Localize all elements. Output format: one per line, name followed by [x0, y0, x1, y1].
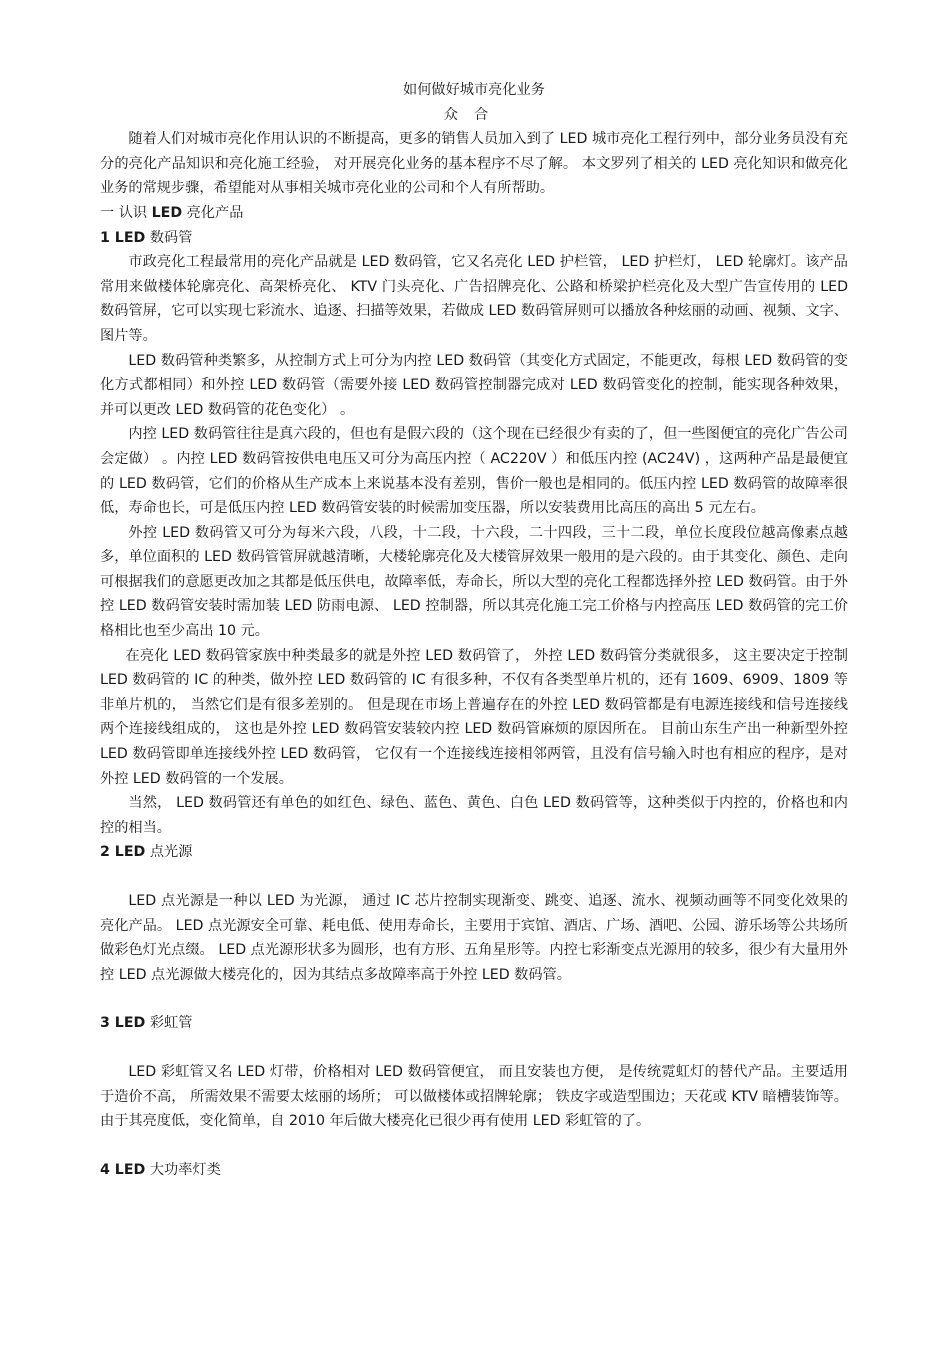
paragraph: 内控 LED 数码管往往是真六段的，但也有是假六段的（这个现在已经很少有卖的了，但一些图便宜的亮化广告公司会定做） 。内控 LED 数码管按供电电压又可分为高压内控（ AC220V ）和低压内控 (AC24V) ，这两种产品是最便宜的 LED 数码管，它们的价格从生产成本上来说基本没有差别，售价一般也是相同的。低压内控 LED 数码管的故障率很低，寿命也长，可是低压内控 LED 数码管安装的时候需加变压器，所以安装费用比高压的高出 5 元左右。: [100, 426, 848, 517]
document-author: 众合: [443, 106, 505, 123]
subsection-number: 2 LED: [100, 844, 146, 861]
subsection-heading-rainbow-tube: [100, 1011, 848, 1036]
document-title: 如何做好城市亮化业务: [403, 82, 545, 98]
paragraph: 当然， LED 数码管还有单色的如红色、绿色、蓝色、黄色、白色 LED 数码管等，这种类似于内控的，价格也和内控的相当。: [100, 795, 848, 836]
section-heading-1: [100, 201, 848, 226]
spacer: [100, 987, 848, 1011]
paragraph: LED 数码管种类繁多，从控制方式上可分为内控 LED 数码管（其变化方式固定，不能更改，每根 LED 数码管的变化方式都相同）和外控 LED 数码管（需要外接 LED 数码管控制器完成对 LED 数码管变化的控制，能实现各种效果，并可以更改 LED 数码管的花色变化） 。: [100, 352, 848, 418]
section-heading-suffix: 亮化产品: [186, 204, 244, 221]
subsection-name: 点光源: [149, 844, 193, 861]
subsection-heading-point-light: [100, 840, 848, 865]
spacer: [100, 1036, 848, 1060]
subsection-name: 大功率灯类: [149, 1161, 221, 1178]
section-heading-prefix: 一 认识: [100, 204, 148, 221]
paragraph: 市政亮化工程最常用的亮化产品就是 LED 数码管，它又名亮化 LED 护栏管， LED 护栏灯， LED 轮廓灯。该产品常用来做楼体轮廓亮化、高架桥亮化、 KTV 门头亮化、广告招牌亮化、公路和桥梁护栏亮化及大型广告宣传用的 LED 数码管屏，它可以实现七彩流水、追逐、扫描等效果，若做成 LED 数码管屏则可以播放各种炫丽的动画、视频、文字、图片等。: [100, 254, 848, 344]
spacer: [100, 1134, 848, 1158]
spacer: [100, 865, 848, 889]
subsection-heading-led-tube: [100, 226, 848, 251]
paragraph: 在亮化 LED 数码管家族中种类最多的就是外控 LED 数码管了， 外控 LED 数码管分类就很多， 这主要决定于控制 LED 数码管的 IC 的种类，做外控 LED 数码管的 IC 有很多种，不仅有各类型单片机的，还有 1609、6909、1809 等非单片机的， 当然它们是有很多差别的。 但是现在市场上普遍存在的外控 LED 数码管都是有电源连接线和信号连接线两个连接线组成的， 这也是外控 LED 数码管安装较内控 LED 数码管麻烦的原因所在。 目前山东生产出一种新型外控 LED 数码管即单连接线外控 LED 数码管， 它仅有一个连接线连接相邻两管，且没有信号输入时也有相应的程序，是对外控 LED 数码管的一个发展。: [100, 647, 848, 787]
section-heading-bold: LED: [151, 204, 183, 221]
intro-paragraph: 随着人们对城市亮化作用认识的不断提高，更多的销售人员加入到了 LED 城市亮化工程行列中，部分业务员没有充分的亮化产品知识和亮化施工经验， 对开展亮化业务的基本程序不尽了解。 本文罗列了相关的 LED 亮化知识和做亮化业务的常规步骤，希望能对从事相关城市亮化业的公司和个人有所帮助。: [100, 131, 848, 197]
subsection-number: 1 LED: [100, 229, 146, 246]
subsection-heading-high-power: [100, 1158, 848, 1183]
paragraph: 外控 LED 数码管又可分为每米六段，八段，十二段，十六段，二十四段，三十二段，单位长度段位越高像素点越多，单位面积的 LED 数码管管屏就越清晰，大楼轮廓亮化及大楼管屏效果一般用的是六段的。由于其变化、颜色、走向可根据我们的意愿更改加之其都是低压供电，故障率低，寿命长，所以大型的亮化工程都选择外控 LED 数码管。由于外控 LED 数码管安装时需加装 LED 防雨电源、 LED 控制器，所以其亮化施工完工价格与内控高压 LED 数码管的完工价格相比也至少高出 10 元。: [100, 524, 848, 640]
paragraph: LED 彩虹管又名 LED 灯带，价格相对 LED 数码管便宜， 而且安装也方便， 是传统霓虹灯的替代产品。主要适用于造价不高， 所需效果不需要太炫丽的场所； 可以做楼体或招牌轮廓； 铁皮字或造型围边；天花或 KTV 暗槽装饰等。由于其亮度低，变化简单，自 2010 年后做大楼亮化已很少再有使用 LED 彩虹管的了。: [100, 1063, 848, 1130]
subsection-name: 彩虹管: [149, 1015, 193, 1032]
subsection-number: 3 LED: [100, 1015, 146, 1032]
subsection-name: 数码管: [149, 229, 193, 246]
paragraph: LED 点光源是一种以 LED 为光源， 通过 IC 芯片控制实现渐变、跳变、追逐、流水、视频动画等不同变化效果的亮化产品。 LED 点光源安全可靠、耗电低、使用寿命长，主要用于宾馆、酒店、广场、酒吧、公园、游乐场等公共场所做彩色灯光点缀。 LED 点光源形状多为圆形，也有方形、五角星形等。内控七彩渐变点光源用的较多，很少有大量用外控 LED 点光源做大楼亮化的，因为其结点多故障率高于外控 LED 数码管。: [100, 893, 848, 983]
subsection-number: 4 LED: [100, 1161, 146, 1178]
